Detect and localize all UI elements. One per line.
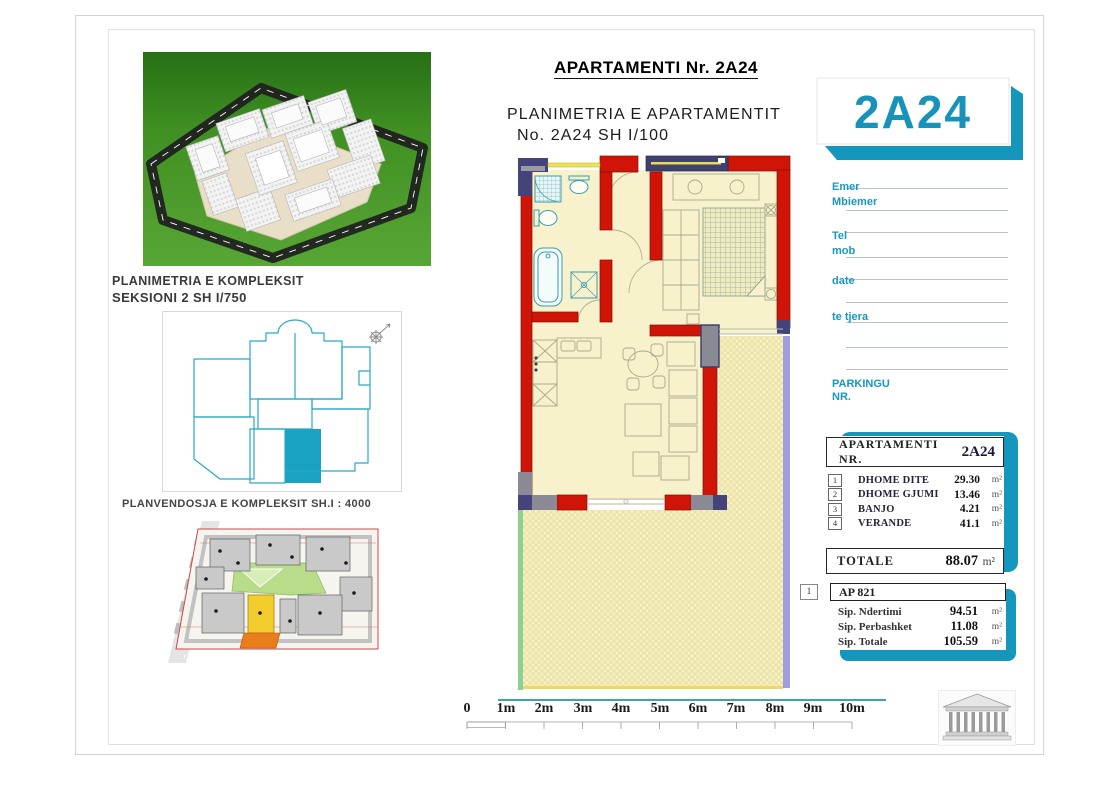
form-label-mbiemer: Mbiemer bbox=[832, 196, 878, 208]
ap-row-name: Sip. Totale bbox=[838, 635, 888, 648]
row-unit: m² bbox=[991, 475, 1002, 485]
scale-tick: 6m bbox=[688, 701, 708, 716]
plan-caption-line1: PLANIMETRIA E APARTAMENTIT bbox=[507, 106, 781, 123]
row-unit: m² bbox=[991, 504, 1002, 514]
ap-title: AP 821 bbox=[830, 583, 1006, 601]
ap-row-value: 11.08 bbox=[950, 619, 978, 633]
scale-tick: 1m bbox=[496, 701, 516, 716]
row-num: 3 bbox=[828, 503, 842, 516]
row-unit: m² bbox=[991, 518, 1002, 529]
table-row bbox=[828, 473, 1004, 487]
table-row bbox=[828, 517, 1004, 531]
parking-label-line2: NR. bbox=[832, 391, 851, 403]
site-plan-drawing bbox=[140, 521, 392, 663]
scale-tick: 3m bbox=[573, 701, 593, 716]
ap-rows bbox=[830, 604, 1006, 649]
ap-row-name: Sip. Ndertimi bbox=[838, 605, 902, 618]
total-unit: m² bbox=[982, 556, 995, 568]
row-value: 13.46 bbox=[954, 488, 980, 501]
section-plan-drawing bbox=[162, 311, 402, 492]
scale-tick: 7m bbox=[726, 701, 746, 716]
row-name: BANJO bbox=[858, 503, 895, 515]
complex-caption-line2: SEKSIONI 2 SH I/750 bbox=[112, 290, 247, 305]
row-unit: m² bbox=[991, 489, 1002, 500]
ap-row-unit: m² bbox=[991, 636, 1002, 647]
table-header-value: 2A24 bbox=[961, 443, 995, 460]
form-line bbox=[846, 347, 1008, 348]
table-header-label: APARTAMENTI NR. bbox=[839, 437, 939, 466]
form-line bbox=[846, 322, 1008, 323]
ap-row bbox=[830, 634, 1006, 649]
ap-row bbox=[830, 619, 1006, 634]
form-label-tel: Tel bbox=[832, 230, 848, 242]
row-num: 2 bbox=[828, 488, 842, 501]
ap-marker: 1 bbox=[800, 584, 818, 600]
form-line bbox=[846, 232, 1008, 233]
apartment-table-header bbox=[826, 437, 1004, 467]
scale-bar-ruler bbox=[462, 719, 862, 731]
page-title: APARTAMENTI Nr. 2A24 bbox=[554, 58, 758, 77]
table-row bbox=[828, 488, 1004, 502]
total-value: 88.07 bbox=[945, 553, 979, 569]
apartment-number-badge bbox=[815, 76, 1030, 166]
complex-3d-render bbox=[143, 52, 431, 266]
form-line bbox=[846, 279, 1008, 280]
ap-row-unit: m² bbox=[991, 621, 1002, 632]
temple-logo-icon bbox=[938, 690, 1016, 746]
scale-tick: 0 bbox=[463, 701, 471, 716]
plan-caption-line2: No. 2A24 SH I/100 bbox=[517, 127, 670, 144]
row-name: DHOME GJUMI bbox=[858, 489, 939, 500]
scale-tick: 2m bbox=[534, 701, 554, 716]
form-label-mob: mob bbox=[832, 245, 856, 257]
table-row bbox=[828, 502, 1004, 516]
title-wrap bbox=[470, 58, 842, 78]
form-line bbox=[846, 257, 1008, 258]
row-name: VERANDE bbox=[858, 518, 912, 529]
ap-row-unit: m² bbox=[991, 606, 1002, 617]
scale-tick: 9m bbox=[803, 701, 823, 716]
total-label: TOTALE bbox=[837, 553, 894, 568]
row-num: 4 bbox=[828, 517, 842, 530]
scale-tick: 8m bbox=[765, 701, 785, 716]
form-line bbox=[846, 210, 1008, 211]
scale-tick: 5m bbox=[650, 701, 670, 716]
form-line bbox=[846, 302, 1008, 303]
badge-number: 2A24 bbox=[854, 86, 972, 138]
form-label-emer: Emer bbox=[832, 181, 860, 193]
site-caption: PLANVENDOSJA E KOMPLEKSIT SH.I : 4000 bbox=[122, 498, 372, 510]
apartment-floor-plan bbox=[515, 152, 795, 697]
row-value: 41.1 bbox=[959, 517, 980, 530]
ap-row-name: Sip. Perbashket bbox=[838, 620, 912, 633]
highlighted-unit bbox=[285, 429, 321, 483]
bed bbox=[703, 208, 765, 296]
total-box bbox=[826, 548, 1004, 574]
complex-caption-line1: PLANIMETRIA E KOMPLEKSIT bbox=[112, 274, 304, 288]
parking-label-line1: PARKINGU bbox=[832, 378, 890, 390]
apartment-table-rows bbox=[828, 473, 1004, 531]
form-label-date: date bbox=[832, 275, 855, 287]
row-value: 4.21 bbox=[959, 503, 980, 515]
ap-row-value: 105.59 bbox=[943, 634, 978, 648]
wall-dots bbox=[534, 356, 537, 371]
form-line bbox=[846, 369, 1008, 370]
form-line bbox=[846, 188, 1008, 189]
row-num: 1 bbox=[828, 474, 842, 487]
row-value: 29.30 bbox=[954, 474, 980, 486]
ap-row bbox=[830, 604, 1006, 619]
form-label-tetjera: te tjera bbox=[832, 311, 869, 323]
scale-tick: 10m bbox=[839, 701, 865, 716]
row-name: DHOME DITE bbox=[858, 474, 930, 486]
scale-tick: 4m bbox=[611, 701, 631, 716]
ap-row-value: 94.51 bbox=[949, 604, 978, 618]
